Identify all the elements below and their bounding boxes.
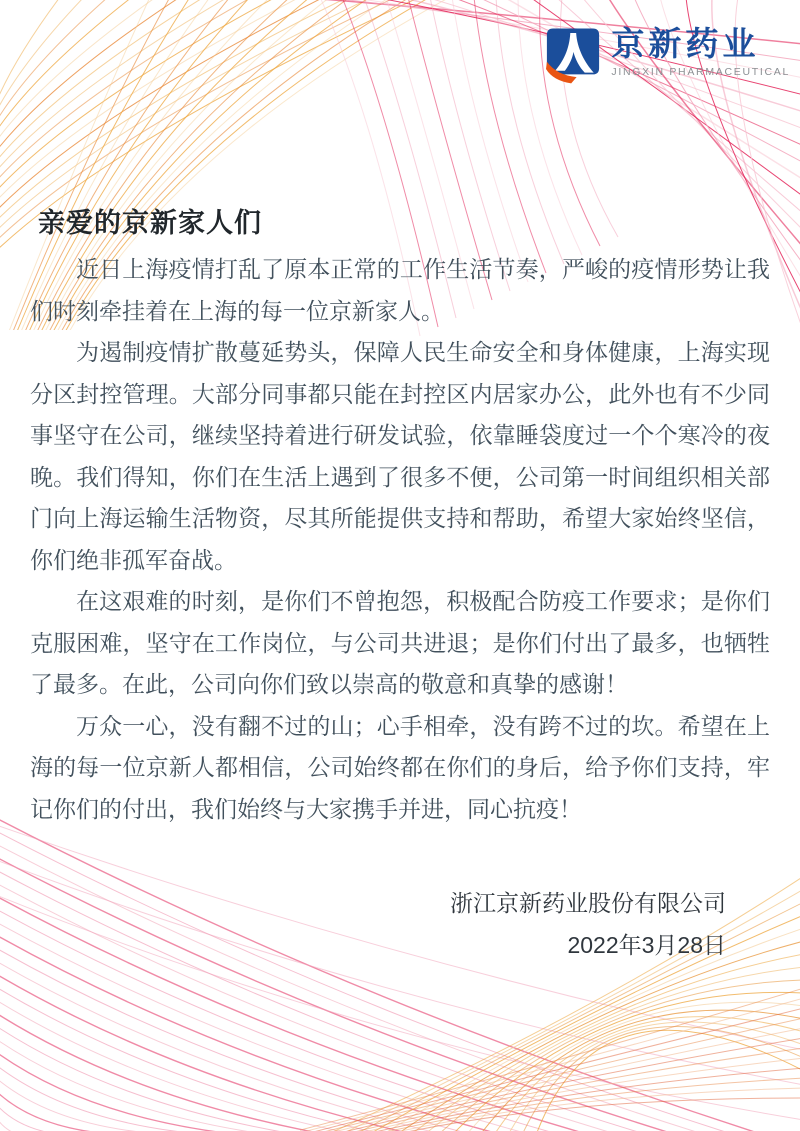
logo-text-en: JINGXIN PHARMACEUTICAL (611, 65, 790, 78)
company-logo (546, 27, 790, 84)
letter-paragraph: 万众一心，没有翻不过的山；心手相牵，没有跨不过的坎。希望在上海的每一位京新人都相信，公司始终都在你们的身后，给予你们支持，牢记你们的付出，我们始终与大家携手并进，同心抗疫！ (30, 712, 770, 822)
signature-date: 2022年3月28日 (567, 932, 726, 958)
letter-title: 亲爱的京新家人们 (38, 208, 262, 238)
signature-block (450, 882, 726, 966)
logo-text-cn: 京新药业 (611, 25, 760, 62)
letter-paragraph: 在这艰难的时刻，是你们不曾抱怨，积极配合防疫工作要求；是你们克服困难，坚守在工作岗位，与公司共进退；是你们付出了最多，也牺牲了最多。在此，公司向你们致以崇高的敬意和真挚的感谢！ (30, 588, 770, 697)
letter-paragraph: 近日上海疫情打乱了原本正常的工作生活节奏，严峻的疫情形势让我们时刻牵挂着在上海的每一位京新家人。 (30, 256, 770, 324)
letter-body (30, 249, 770, 830)
guilloche-bottom-left (0, 810, 800, 1131)
letter-paragraph: 为遏制疫情扩散蔓延势头，保障人民生命安全和身体健康，上海实现分区封控管理。大部分同事都只能在封控区内居家办公，此外也有不少同事坚守在公司，继续坚持着进行研发试验，依靠睡袋度过一个个寒冷的夜晚。我们得知，你们在生活上遇到了很多不便，公司第一时间组织相关部门向上海运输生活物资，尽其所能提供支持和帮助，希望大家始终坚信，你们绝非孤军奋战。 (30, 339, 770, 573)
signature-company: 浙江京新药业股份有限公司 (450, 890, 726, 916)
logo-mark-icon (546, 27, 600, 84)
